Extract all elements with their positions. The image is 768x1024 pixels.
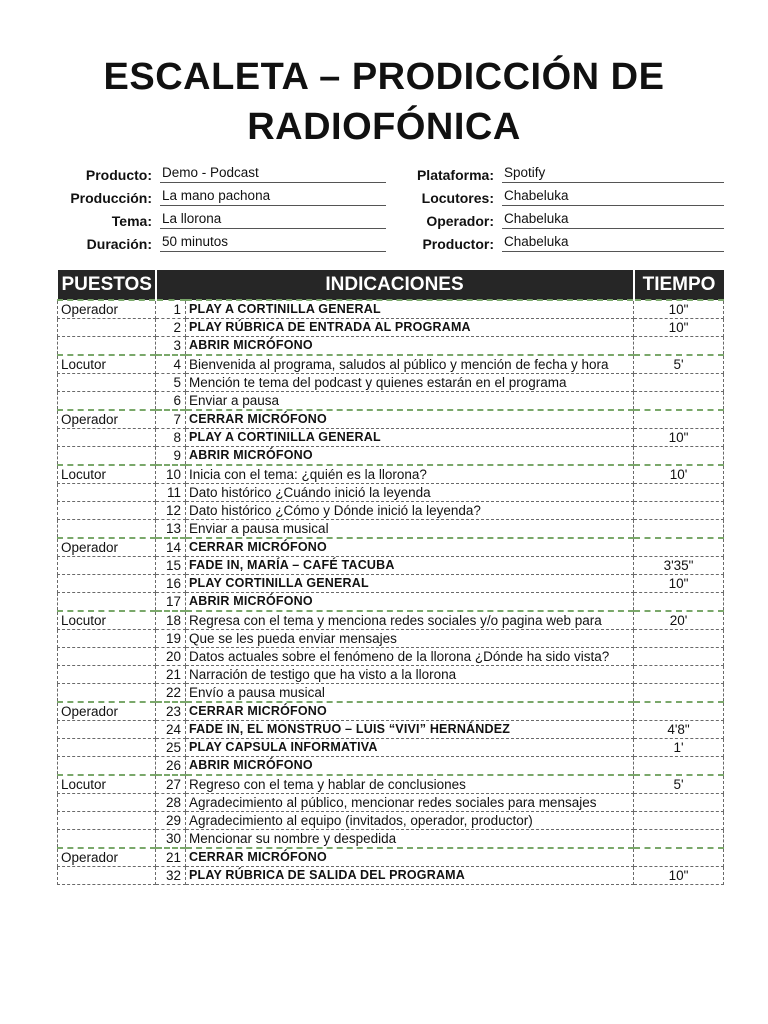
step-number: 16 — [156, 575, 186, 593]
puesto-cell: Locutor — [58, 465, 156, 484]
step-number: 13 — [156, 520, 186, 539]
table-row — [58, 830, 724, 849]
table-row — [58, 465, 724, 484]
table-row — [58, 630, 724, 648]
indication-cell: FADE IN, EL MONSTRUO – LUIS “VIVI” HERNÁNDEZ — [186, 721, 634, 739]
table-row — [58, 757, 724, 776]
time-cell: 10" — [634, 300, 724, 319]
time-cell: 5' — [634, 355, 724, 374]
indication-cell: Narración de testigo que ha visto a la llorona — [186, 666, 634, 684]
time-cell — [634, 794, 724, 812]
puesto-cell — [58, 392, 156, 411]
indication-cell: Mención te tema del podcast y quienes estarán en el programa — [186, 374, 634, 392]
meta-value: La llorona — [160, 211, 386, 229]
time-cell: 10' — [634, 465, 724, 484]
indication-cell: PLAY A CORTINILLA GENERAL — [186, 300, 634, 319]
puesto-cell: Operador — [58, 410, 156, 429]
meta-label: Locutores: — [421, 190, 494, 206]
table-row — [58, 721, 724, 739]
indication-cell: CERRAR MICRÓFONO — [186, 702, 634, 721]
step-number: 21 — [156, 848, 186, 867]
table-row — [58, 300, 724, 319]
table-row — [58, 355, 724, 374]
meta-label: Producción: — [70, 190, 152, 206]
table-row — [58, 794, 724, 812]
step-number: 5 — [156, 374, 186, 392]
indication-cell: Regreso con el tema y hablar de conclusiones — [186, 775, 634, 794]
time-cell: 4'8" — [634, 721, 724, 739]
time-cell — [634, 392, 724, 411]
step-number: 8 — [156, 429, 186, 447]
escaleta-table — [57, 270, 724, 885]
table-row — [58, 666, 724, 684]
step-number: 12 — [156, 502, 186, 520]
meta-left — [60, 160, 386, 252]
indication-cell: Agradecimiento al público, mencionar redes sociales para mensajes — [186, 794, 634, 812]
step-number: 15 — [156, 557, 186, 575]
puesto-cell — [58, 630, 156, 648]
puesto-cell — [58, 666, 156, 684]
time-cell — [634, 684, 724, 703]
table-row — [58, 447, 724, 466]
step-number: 24 — [156, 721, 186, 739]
meta-label: Producto: — [85, 167, 152, 183]
puesto-cell — [58, 684, 156, 703]
meta-label: Tema: — [111, 213, 152, 229]
indication-cell: Bienvenida al programa, saludos al público y mención de fecha y hora — [186, 355, 634, 374]
step-number: 21 — [156, 666, 186, 684]
time-cell — [634, 520, 724, 539]
meta-row-locutores — [400, 183, 724, 206]
indication-cell: FADE IN, MARÍA – CAFÉ TACUBA — [186, 557, 634, 575]
puesto-cell — [58, 557, 156, 575]
table-row — [58, 812, 724, 830]
table-row — [58, 374, 724, 392]
puesto-cell — [58, 429, 156, 447]
indication-cell: Dato histórico ¿Cuándo inició la leyenda — [186, 484, 634, 502]
header-puestos: PUESTOS — [58, 270, 156, 300]
document-title — [0, 52, 768, 152]
step-number: 28 — [156, 794, 186, 812]
meta-row-operador — [400, 206, 724, 229]
time-cell — [634, 374, 724, 392]
table-row — [58, 410, 724, 429]
step-number: 3 — [156, 337, 186, 356]
table-row — [58, 648, 724, 666]
meta-value: La mano pachona — [160, 188, 386, 206]
time-cell — [634, 648, 724, 666]
puesto-cell — [58, 374, 156, 392]
puesto-cell — [58, 337, 156, 356]
puesto-cell: Locutor — [58, 775, 156, 794]
meta-right — [400, 160, 724, 252]
meta-label: Productor: — [422, 236, 494, 252]
indication-cell: Enviar a pausa musical — [186, 520, 634, 539]
step-number: 19 — [156, 630, 186, 648]
time-cell — [634, 630, 724, 648]
puesto-cell — [58, 593, 156, 612]
step-number: 23 — [156, 702, 186, 721]
indication-cell: CERRAR MICRÓFONO — [186, 410, 634, 429]
time-cell: 5' — [634, 775, 724, 794]
time-cell — [634, 538, 724, 557]
table-row — [58, 557, 724, 575]
indication-cell: CERRAR MICRÓFONO — [186, 538, 634, 557]
time-cell — [634, 337, 724, 356]
puesto-cell — [58, 502, 156, 520]
step-number: 22 — [156, 684, 186, 703]
meta-row-producto — [60, 160, 386, 183]
indication-cell: Que se les pueda enviar mensajes — [186, 630, 634, 648]
table-row — [58, 575, 724, 593]
indication-cell: ABRIR MICRÓFONO — [186, 447, 634, 466]
step-number: 26 — [156, 757, 186, 776]
time-cell: 20' — [634, 611, 724, 630]
step-number: 14 — [156, 538, 186, 557]
indication-cell: PLAY RÚBRICA DE ENTRADA AL PROGRAMA — [186, 319, 634, 337]
puesto-cell: Operador — [58, 848, 156, 867]
table-row — [58, 502, 724, 520]
title-line-1: ESCALETA – PRODICCIÓN DE — [103, 56, 665, 98]
meta-value: Chabeluka — [502, 188, 724, 206]
puesto-cell — [58, 520, 156, 539]
table-row — [58, 484, 724, 502]
time-cell: 10" — [634, 429, 724, 447]
indication-cell: Mencionar su nombre y despedida — [186, 830, 634, 849]
puesto-cell: Operador — [58, 702, 156, 721]
time-cell — [634, 447, 724, 466]
indication-cell: ABRIR MICRÓFONO — [186, 593, 634, 612]
time-cell — [634, 666, 724, 684]
puesto-cell — [58, 739, 156, 757]
step-number: 20 — [156, 648, 186, 666]
puesto-cell — [58, 484, 156, 502]
time-cell — [634, 410, 724, 429]
step-number: 30 — [156, 830, 186, 849]
meta-row-plataforma — [400, 160, 724, 183]
puesto-cell — [58, 575, 156, 593]
puesto-cell: Locutor — [58, 355, 156, 374]
step-number: 2 — [156, 319, 186, 337]
table-row — [58, 702, 724, 721]
puesto-cell — [58, 867, 156, 885]
time-cell: 10" — [634, 319, 724, 337]
time-cell — [634, 484, 724, 502]
table-row — [58, 593, 724, 612]
table-row — [58, 538, 724, 557]
step-number: 25 — [156, 739, 186, 757]
indication-cell: PLAY CORTINILLA GENERAL — [186, 575, 634, 593]
table-row — [58, 739, 724, 757]
table-row — [58, 684, 724, 703]
meta-label: Duración: — [86, 236, 152, 252]
puesto-cell: Locutor — [58, 611, 156, 630]
table-row — [58, 429, 724, 447]
step-number: 6 — [156, 392, 186, 411]
meta-value: Chabeluka — [502, 211, 724, 229]
time-cell — [634, 848, 724, 867]
indication-cell: Inicia con el tema: ¿quién es la llorona? — [186, 465, 634, 484]
step-number: 9 — [156, 447, 186, 466]
meta-label: Operador: — [426, 213, 494, 229]
time-cell — [634, 593, 724, 612]
puesto-cell — [58, 830, 156, 849]
header-row — [58, 270, 724, 300]
table-row — [58, 867, 724, 885]
time-cell — [634, 702, 724, 721]
indication-cell: Regresa con el tema y menciona redes sociales y/o pagina web para — [186, 611, 634, 630]
step-number: 11 — [156, 484, 186, 502]
step-number: 27 — [156, 775, 186, 794]
puesto-cell — [58, 812, 156, 830]
header-indicaciones: INDICACIONES — [156, 270, 634, 300]
step-number: 29 — [156, 812, 186, 830]
time-cell — [634, 502, 724, 520]
time-cell: 10" — [634, 575, 724, 593]
meta-label: Plataforma: — [416, 167, 494, 183]
title-line-2: RADIOFÓNICA — [247, 106, 521, 148]
indication-cell: PLAY RÚBRICA DE SALIDA DEL PROGRAMA — [186, 867, 634, 885]
table-header — [58, 270, 724, 300]
indication-cell: ABRIR MICRÓFONO — [186, 337, 634, 356]
meta-row-tema — [60, 206, 386, 229]
table-row — [58, 611, 724, 630]
table-row — [58, 337, 724, 356]
table-row — [58, 848, 724, 867]
table-row — [58, 392, 724, 411]
step-number: 17 — [156, 593, 186, 612]
puesto-cell — [58, 447, 156, 466]
step-number: 32 — [156, 867, 186, 885]
puesto-cell — [58, 319, 156, 337]
indication-cell: ABRIR MICRÓFONO — [186, 757, 634, 776]
time-cell: 1' — [634, 739, 724, 757]
puesto-cell — [58, 757, 156, 776]
meta-value: 50 minutos — [160, 234, 386, 252]
table-row — [58, 520, 724, 539]
meta-value: Chabeluka — [502, 234, 724, 252]
puesto-cell — [58, 648, 156, 666]
table-row — [58, 319, 724, 337]
time-cell — [634, 830, 724, 849]
time-cell: 10" — [634, 867, 724, 885]
time-cell — [634, 812, 724, 830]
header-tiempo: TIEMPO — [634, 270, 724, 300]
meta-row-produccion — [60, 183, 386, 206]
step-number: 1 — [156, 300, 186, 319]
indication-cell: Dato histórico ¿Cómo y Dónde inició la leyenda? — [186, 502, 634, 520]
indication-cell: Enviar a pausa — [186, 392, 634, 411]
time-cell: 3'35" — [634, 557, 724, 575]
meta-row-productor — [400, 229, 724, 252]
step-number: 18 — [156, 611, 186, 630]
puesto-cell: Operador — [58, 538, 156, 557]
step-number: 4 — [156, 355, 186, 374]
indication-cell: CERRAR MICRÓFONO — [186, 848, 634, 867]
puesto-cell — [58, 721, 156, 739]
step-number: 10 — [156, 465, 186, 484]
puesto-cell — [58, 794, 156, 812]
indication-cell: Datos actuales sobre el fenómeno de la llorona ¿Dónde ha sido vista? — [186, 648, 634, 666]
meta-row-duracion — [60, 229, 386, 252]
table-body — [58, 300, 724, 885]
indication-cell: PLAY CAPSULA INFORMATIVA — [186, 739, 634, 757]
indication-cell: Envío a pausa musical — [186, 684, 634, 703]
table-row — [58, 775, 724, 794]
indication-cell: PLAY A CORTINILLA GENERAL — [186, 429, 634, 447]
meta-value: Spotify — [502, 165, 724, 183]
puesto-cell: Operador — [58, 300, 156, 319]
time-cell — [634, 757, 724, 776]
indication-cell: Agradecimiento al equipo (invitados, operador, productor) — [186, 812, 634, 830]
step-number: 7 — [156, 410, 186, 429]
meta-value: Demo - Podcast — [160, 165, 386, 183]
